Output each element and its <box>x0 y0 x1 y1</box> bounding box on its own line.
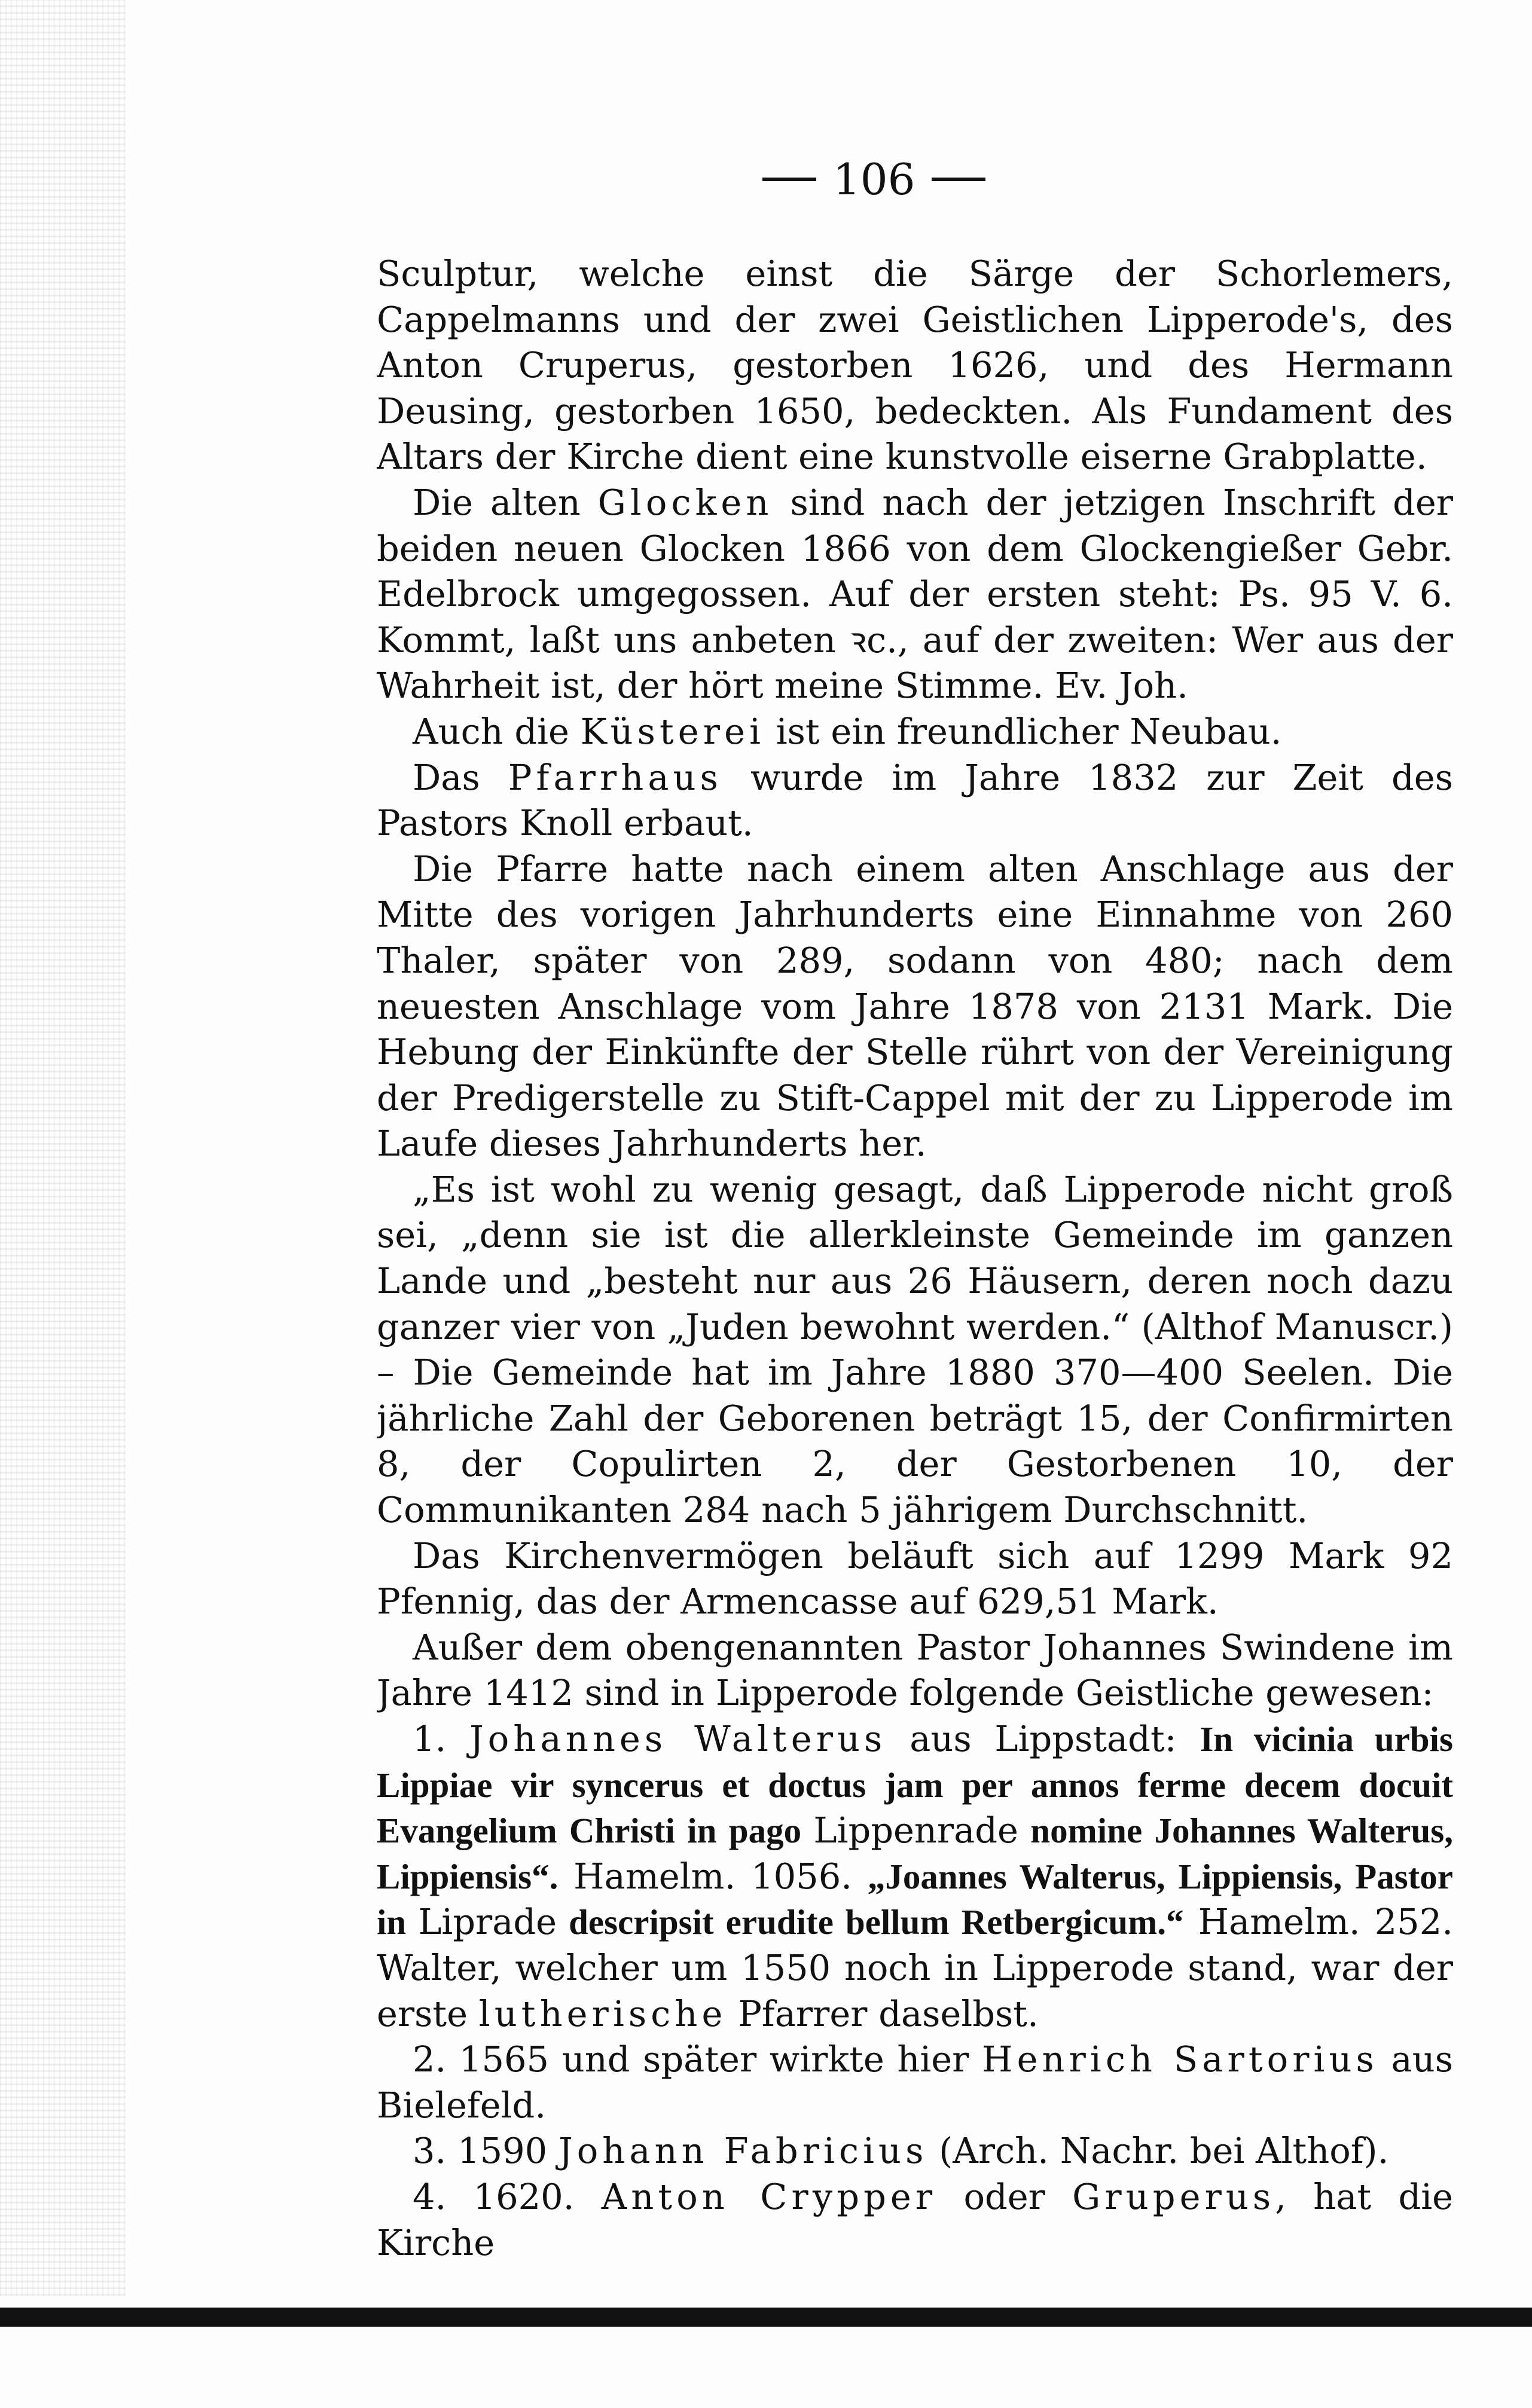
paragraph-gemeinde: „Es ist wohl zu wenig gesagt, daß Lipperode nicht groß sei, „denn sie ist die allerkleinste Gemeinde im ganzen Lande und „besteht nur aus 26 Häusern, deren noch dazu ganzer vier von „Juden bewohnt werden.“ (Althof Manuscr.) – Die Gemeinde hat im Jahre 1880 370—400 Seelen. Die jährliche Zahl der Geborenen beträgt 15, der Confirmirten 8, der Copulirten 2, der Gestorbenen 10, der Communikanten 284 nach 5 jährigem Durchschnitt. <box>377 1168 1453 1531</box>
reference: Hamelm. 252. Walter, welcher um 1550 noch in Lipperode stand, war der erste <box>377 1901 1453 2034</box>
scan-edge-noise <box>0 0 126 2296</box>
paragraph-pfarre: Die Pfarre hatte nach einem alten Anschlage aus der Mitte des vorigen Jahrhunderts eine Einnahme von 260 Thaler, später von 289, sodann von 480; nach dem neuesten Anschlage vom Jahre 1878 von 2131 Mark. Die Hebung der Einkünfte der Stelle rührt von der Vereinigung der Predigerstelle zu Stift-Cappel mit der zu Lipperode im Laufe dieses Jahrhunderts her. <box>377 848 1453 1165</box>
spaced-word-lutherische: lutherische <box>478 1993 727 2034</box>
paragraph-sculptur: Sculptur, welche einst die Särge der Schorlemers, Cappelmanns und der zwei Geistlichen Lipperode's, des Anton Cruperus, gestorben 1626, und des Hermann Deusing, gestorben 1650, bedeckten. Als Fundament des Altars der Kirche dient eine kunstvolle eiserne Grabplatte. <box>377 253 1453 478</box>
spaced-word-pfarrhaus: Pfarrhaus <box>508 756 723 798</box>
list-item-4 <box>377 2174 1453 2266</box>
place-name: Liprade <box>418 1901 557 1943</box>
paragraph-glocken-rest: sind nach der jetzigen Inschrift der beiden neuen Glocken 1866 von dem Glockengießer Gebr. Edelbrock umgegossen. Auf der ersten steht: Ps. 95 V. 6. Kommt, laßt uns anbeten ꝛc., auf der zweiten: Wer aus der Wahrheit ist, der hört meine Stimme. Ev. Joh. <box>377 481 1453 707</box>
paragraph-kuesterei-start: Auch die <box>413 710 581 752</box>
list-number: 3. <box>413 2130 447 2172</box>
paragraph-glocken <box>377 480 1453 709</box>
spaced-word-kuesterei: Küsterei <box>580 710 765 752</box>
spaced-name-walterus: Johannes Walterus <box>469 1718 887 1759</box>
list-text-end: aus Bielefeld. <box>377 2039 1453 2126</box>
spaced-name-fabricius: Johann Fabricius <box>558 2130 928 2172</box>
latin-quote: nomine Johannes Walterus, Lippiensis“. <box>377 1811 1453 1896</box>
scan-bottom-edge <box>0 2308 1532 2327</box>
list-item-3 <box>377 2128 1453 2174</box>
spaced-name-sartorius: Henrich Sartorius <box>982 2039 1378 2080</box>
list-text: 1565 und später wirkte hier <box>446 2039 982 2080</box>
latin-quote: descripsit erudite bellum Retbergicum.“ <box>557 1902 1184 1942</box>
list-item-1 <box>377 1716 1453 2037</box>
page-header <box>762 154 1002 204</box>
paragraph-glocken-start: Die alten <box>413 481 598 523</box>
spaced-name-gruperus: Gruperus <box>1072 2175 1275 2217</box>
reference: Hamelm. 1056. <box>558 1855 868 1897</box>
list-item-2 <box>377 2037 1453 2128</box>
list-number: 2. <box>413 2039 447 2080</box>
latin-quote: „Joannes Walterus, Lippiensis, Pastor in <box>377 1856 1453 1942</box>
list-text: aus Lippstadt: <box>886 1718 1200 1759</box>
list-text: 1620. <box>446 2175 602 2217</box>
list-text-end: , hat die Kirche <box>377 2175 1453 2263</box>
header-dash-left <box>762 178 816 181</box>
list-number: 1. <box>413 1718 447 1759</box>
paragraph-pfarrhaus-rest: wurde im Jahre 1832 zur Zeit des Pastors Knoll erbaut. <box>377 756 1453 844</box>
page-number: 106 <box>833 154 915 204</box>
paragraph-kuesterei-rest: ist ein freundlicher Neubau. <box>765 710 1282 752</box>
place-name: Lippenrade <box>813 1810 1018 1851</box>
list-text-end: (Arch. Nachr. bei Althof). <box>927 2130 1389 2172</box>
list-text: oder <box>936 2175 1073 2217</box>
list-text: 1590 <box>446 2130 559 2172</box>
paragraph-pfarrhaus <box>377 755 1453 847</box>
paragraph-kirchenvermoegen: Das Kirchenvermögen beläuft sich auf 1299 Mark 92 Pfennig, das der Armencasse auf 629,51 Mark. <box>377 1535 1453 1622</box>
paragraph-kuesterei <box>377 709 1453 755</box>
header-dash-right <box>932 178 985 181</box>
paragraph-geistliche: Außer dem obengenannten Pastor Johannes Swindene im Jahre 1412 sind in Lipperode folgende Geistliche gewesen: <box>377 1626 1453 1714</box>
body-text <box>377 251 1453 2284</box>
spaced-name-crypper: Anton Crypper <box>601 2175 937 2217</box>
spaced-word-glocken: Glocken <box>597 481 773 523</box>
list-text-end: Pfarrer daselbst. <box>727 1993 1039 2034</box>
list-number: 4. <box>413 2175 447 2217</box>
latin-quote: In vicinia urbis Lippiae vir syncerus et doctus jam per annos ferme decem docuit Evangelium Christi in pago <box>377 1719 1453 1851</box>
paragraph-pfarrhaus-start: Das <box>413 756 508 798</box>
